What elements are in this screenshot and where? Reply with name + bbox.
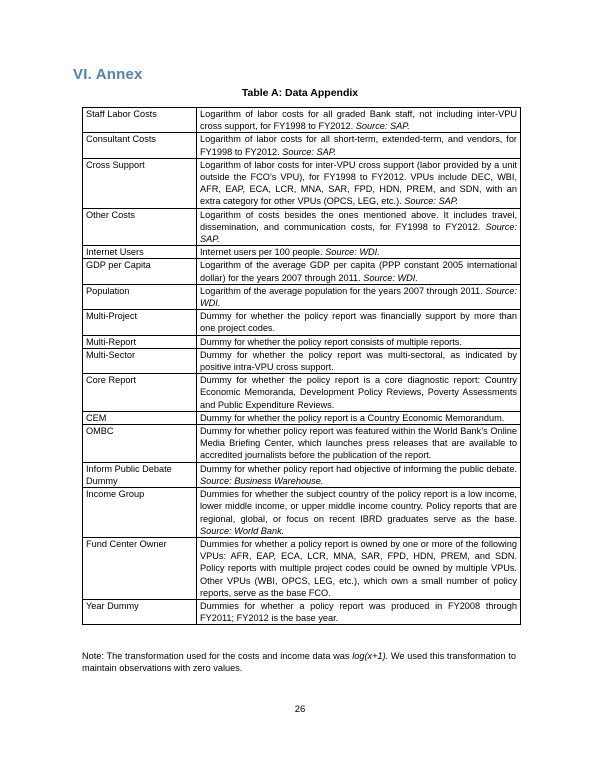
variable-name-cell: OMBC: [83, 425, 197, 463]
variable-name-cell: Internet Users: [83, 246, 197, 259]
table-body: [83, 108, 521, 625]
table-row: [83, 284, 521, 309]
variable-name-cell: Other Costs: [83, 208, 197, 246]
definition-cell: [197, 259, 521, 284]
table-row: [83, 599, 521, 624]
definition-text: Logarithm of costs besides the ones mentioned above. It includes travel, dissemination, and communication costs, for FY1998 to FY2012.: [200, 209, 517, 232]
definition-text: Logarithm of labor costs for all graded Bank staff, not including inter-VPU cross support, for FY1998 to FY2012.: [200, 109, 517, 132]
variable-name-cell: GDP per Capita: [83, 259, 197, 284]
table-row: [83, 310, 521, 335]
definition-text: Dummy for whether the policy report is a core diagnostic report: Country Economic Memoranda, Development Policy Reviews, Poverty Assessments and Public Expenditure Reviews.: [200, 375, 517, 410]
source-text: Source: SAP.: [282, 146, 337, 157]
definition-cell: [197, 488, 521, 538]
table-row: [83, 537, 521, 599]
definition-text: Dummies for whether the subject country of the policy report is a low income, lower middle income, or upper middle income country. Policy reports that are regional, global, or focus on recent IBRD graduates serve as the base.: [200, 489, 517, 524]
definition-cell: [197, 310, 521, 335]
variable-name-cell: Consultant Costs: [83, 133, 197, 158]
table-row: [83, 208, 521, 246]
table-row: [83, 462, 521, 487]
note-text-end: We used this transformation to maintain observations with zero values.: [82, 651, 516, 674]
definition-cell: [197, 335, 521, 348]
note-text: Note: The transformation used for the costs and income data was: [82, 651, 353, 661]
data-appendix-table: [82, 107, 521, 625]
variable-name-cell: Inform Public Debate Dummy: [83, 462, 197, 487]
definition-cell: [197, 537, 521, 599]
variable-name-cell: Core Report: [83, 374, 197, 412]
table-note: [82, 650, 516, 675]
variable-name-cell: Multi-Project: [83, 310, 197, 335]
definition-text: Dummy for whether policy report had objective of informing the public debate.: [200, 463, 517, 474]
variable-name-cell: Year Dummy: [83, 599, 197, 624]
table-row: [83, 425, 521, 463]
definition-cell: [197, 425, 521, 463]
table-row: [83, 374, 521, 412]
variable-name-cell: Staff Labor Costs: [83, 108, 197, 133]
table-row: [83, 259, 521, 284]
source-text: Source: SAP.: [355, 121, 410, 132]
source-text: Source: WDI.: [200, 285, 517, 309]
definition-text: Dummy for whether policy report was featured within the World Bank’s Online Media Briefing Center, which launches press releases that are available to accredited journalists before the publication of the report.: [200, 426, 517, 461]
definition-cell: [197, 208, 521, 246]
variable-name-cell: Multi-Sector: [83, 348, 197, 373]
variable-name-cell: Fund Center Owner: [83, 537, 197, 599]
table-row: [83, 348, 521, 373]
definition-cell: [197, 133, 521, 158]
definition-text: Logarithm of the average GDP per capita (PPP constant 2005 international dollar) for the years 2007 through 2011.: [200, 260, 517, 283]
definition-text: Logarithm of labor costs for all short-term, extended-term, and vendors, for FY1998 to FY2012.: [200, 134, 517, 157]
table-row: [83, 108, 521, 133]
definition-text: Internet users per 100 people.: [200, 247, 323, 258]
table-row: [83, 335, 521, 348]
definition-text: Dummy for whether the policy report was financially support by more than one project codes.: [200, 311, 517, 334]
definition-cell: [197, 284, 521, 309]
variable-name-cell: Cross Support: [83, 158, 197, 208]
definition-text: Dummies for whether a policy report is owned by one or more of the following VPUs: AFR, EAP, ECA, LCR, MNA, SAR, FPD, HDN, PREM, and SDN. Policy reports with multiple project codes could be owned by multiple VPUs. Other VPUs (WBI, OPCS, LEG, etc.), which own a small number of policy reports, serve as the base FCO.: [200, 538, 517, 598]
definition-text: Dummy for whether the policy report consists of multiple reports.: [200, 336, 462, 347]
definition-cell: [197, 599, 521, 624]
source-text: Source: World Bank.: [200, 525, 285, 536]
variable-name-cell: Population: [83, 284, 197, 309]
section-heading: VI. Annex: [73, 66, 143, 83]
table-row: [83, 246, 521, 259]
variable-name-cell: CEM: [83, 411, 197, 424]
definition-text: Dummy for whether the policy report is a Country Economic Memorandum.: [200, 412, 505, 423]
definition-cell: [197, 108, 521, 133]
source-text: Source: SAP.: [404, 196, 459, 207]
definition-text: Logarithm of labor costs for inter-VPU cross support (labor provided by a unit outside the FCO’s VPU), for FY1998 to FY2012. VPUs include DEC, WBI, AFR, EAP, ECA, LCR, MNA, SAR, FPD, HDN, PREM, and SDN, with an extra category for other VPUs (OPCS, LEG, etc.).: [200, 159, 517, 207]
table-title: Table A: Data Appendix: [241, 87, 359, 99]
definition-text: Dummy for whether the policy report was multi-sectoral, as indicated by positive intra-VPU cross support.: [200, 349, 517, 373]
page-number: 26: [294, 704, 306, 715]
table-row: [83, 158, 521, 208]
source-text: Source: WDI.: [325, 247, 380, 258]
table-row: [83, 133, 521, 158]
definition-cell: [197, 374, 521, 412]
definition-cell: [197, 462, 521, 487]
definition-cell: [197, 411, 521, 424]
definition-cell: [197, 158, 521, 208]
variable-name-cell: Income Group: [83, 488, 197, 538]
note-formula: log(x+1).: [352, 651, 389, 661]
variable-name-cell: Multi-Report: [83, 335, 197, 348]
source-text: Source: WDI.: [363, 272, 418, 283]
table-row: [83, 488, 521, 538]
definition-text: Logarithm of the average population for the years 2007 through 2011.: [200, 285, 483, 296]
definition-cell: [197, 246, 521, 259]
table-row: [83, 411, 521, 424]
definition-cell: [197, 348, 521, 373]
source-text: Source: Business Warehouse.: [200, 475, 324, 486]
definition-text: Dummies for whether a policy report was produced in FY2008 through FY2011; FY2012 is the base year.: [200, 600, 517, 624]
source-text: Source: SAP.: [200, 221, 517, 245]
